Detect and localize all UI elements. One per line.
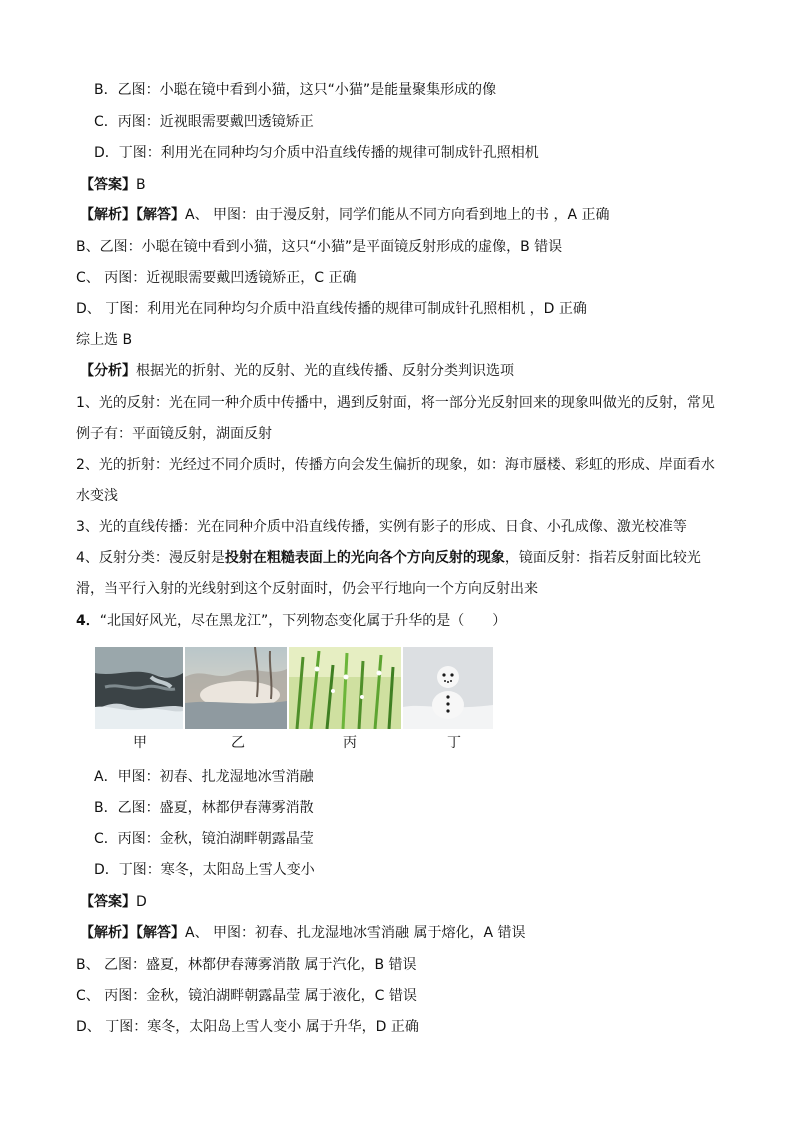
analysis-text: A、 甲图：由于漫反射，同学们能从不同方向看到地上的书 ，A 正确 [185,207,610,223]
q4-option-d: D．丁图：寒冬，太阳岛上雪人变小 [94,862,315,878]
photo-misty-river [185,647,287,729]
point-2b: 水变浅 [76,488,118,504]
q3-analysis-line: D、 丁图：利用光在同种均匀介质中沿直线传播的规律可制成针孔照相机 ，D 正确 [76,301,587,317]
q4-photo-strip [95,647,493,729]
photo-dewy-grass [289,647,401,729]
photo-melting-ice [95,647,183,729]
caption-yi: 乙 [231,735,245,751]
analysis-tag: 【解析】【解答】 [80,925,185,941]
q3-option-b: B．乙图：小聪在镜中看到小猫，这只“小猫”是能量聚集形成的像 [94,82,497,98]
q3-analysis-line: 综上选 B [76,332,133,348]
q4-analysis-line: C、 丙图：金秋，镜泊湖畔朝露晶莹 属于液化，C 错误 [76,988,417,1004]
q4-analysis-line: B、 乙图：盛夏，林都伊春薄雾消散 属于汽化，B 错误 [76,957,417,973]
analysis-text: A、 甲图：初春、扎龙湿地冰雪消融 属于熔化，A 错误 [185,925,526,941]
q3-analysis-line: C、 丙图：近视眼需要戴凹透镜矫正，C 正确 [76,270,357,286]
fenxi-tag: 【分析】 [80,363,136,379]
point-4a-post: ，镜面反射：指若反射面比较光 [504,550,701,566]
q3-analysis-line: B、乙图：小聪在镜中看到小猫，这只“小猫”是平面镜反射形成的虚像，B 错误 [76,239,563,255]
fenxi-text: 根据光的折射、光的反射、光的直线传播、反射分类判识选项 [136,363,514,379]
q4-analysis-first [80,923,526,943]
answer-value: D [136,894,147,910]
q3-option-c: C．丙图：近视眼需要戴凹透镜矫正 [94,114,314,130]
point-4a-pre: 4、反射分类：漫反射是 [76,550,225,566]
q3-answer [80,175,146,195]
point-4a-bold: 投射在粗糙表面上的光向各个方向反射的现象 [224,550,505,566]
answer-tag: 【答案】 [80,177,136,193]
q4-option-c: C．丙图：金秋，镜泊湖畔朝露晶莹 [94,831,314,847]
caption-bing: 丙 [343,735,357,751]
point-3: 3、光的直线传播：光在同种介质中沿直线传播，实例有影子的形成、日食、小孔成像、激光校准等 [76,519,687,535]
q4-option-a: A．甲图：初春、扎龙湿地冰雪消融 [94,769,314,785]
answer-value: B [136,177,146,193]
question-number: 4． [76,613,100,629]
point-1a: 1、光的反射：光在同一种介质中传播中，遇到反射面，将一部分光反射回来的现象叫做光的反射，常见 [76,395,715,411]
point-4a [76,548,701,568]
point-2a: 2、光的折射：光经过不同介质时，传播方向会发生偏折的现象，如：海市蜃楼、彩虹的形成、岸面看水 [76,457,715,473]
q4-stem [76,611,506,631]
photo-snowman [403,647,493,729]
q4-answer [80,892,147,912]
answer-tag: 【答案】 [80,894,136,910]
analysis-tag: 【解析】【解答】 [80,207,185,223]
q3-analysis-first [80,205,610,225]
q3-fenxi [80,361,514,381]
q3-option-d: D．丁图：利用光在同种均匀介质中沿直线传播的规律可制成针孔照相机 [94,145,539,161]
caption-jia: 甲 [133,735,147,751]
question-text: “北国好风光，尽在黑龙江”，下列物态变化属于升华的是（ ） [99,613,507,629]
point-1b: 例子有：平面镜反射，湖面反射 [76,426,272,442]
q4-analysis-line: D、 丁图：寒冬，太阳岛上雪人变小 属于升华，D 正确 [76,1019,419,1035]
point-4b: 滑，当平行入射的光线射到这个反射面时，仍会平行地向一个方向反射出来 [76,581,538,597]
caption-ding: 丁 [447,735,461,751]
q4-option-b: B．乙图：盛夏，林都伊春薄雾消散 [94,800,314,816]
